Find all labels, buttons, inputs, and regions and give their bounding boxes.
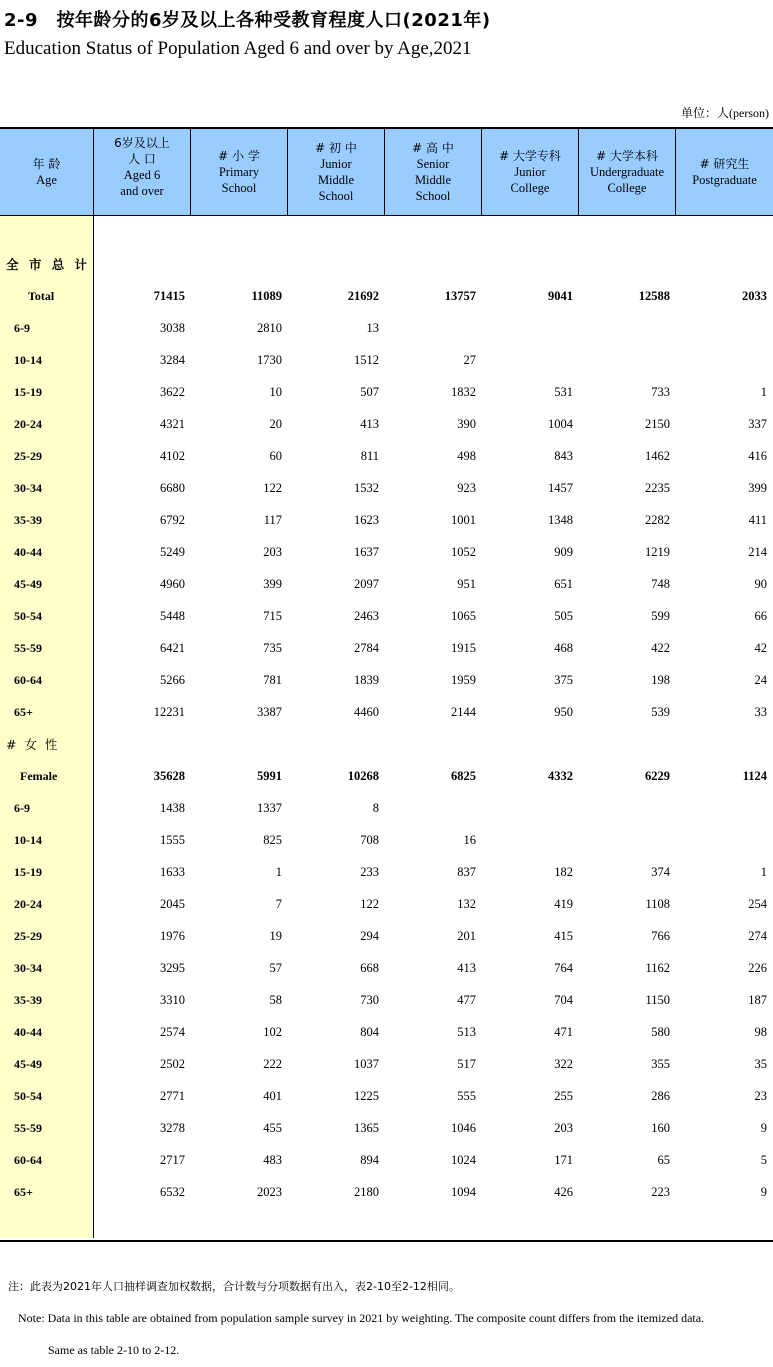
section-label-female: # 女 性 (6, 737, 60, 752)
header-undergraduate-zh: # 大学本科 (596, 149, 658, 163)
table-cell: 2574 (160, 1024, 185, 1039)
table-cell: 1633 (160, 864, 185, 879)
table-cell: 426 (554, 1184, 573, 1199)
table-cell: 6229 (645, 768, 670, 783)
table-cell: 374 (651, 864, 670, 879)
row-age-label: 50-54 (14, 608, 42, 623)
table-cell: 12588 (638, 288, 670, 303)
header-junior-middle-en3: School (318, 189, 354, 203)
table-cell: 1 (275, 864, 282, 879)
header-postgraduate-zh: # 研究生 (699, 157, 750, 171)
table-cell: 2033 (742, 288, 767, 303)
table-cell: 226 (748, 960, 767, 975)
header-junior-college-en: Junior (514, 165, 546, 179)
table-cell: 811 (360, 448, 379, 463)
table-cell: 455 (263, 1120, 282, 1135)
row-age-label: 55-59 (14, 1120, 42, 1135)
table-cell: 182 (554, 864, 573, 879)
table-cell: 201 (457, 928, 476, 943)
table-row (0, 632, 773, 664)
table-cell: 766 (651, 928, 670, 943)
table-cell: 187 (748, 992, 767, 1007)
table-row (0, 1080, 773, 1112)
table-cell: 422 (651, 640, 670, 655)
table-row (0, 1016, 773, 1048)
table-cell: 223 (651, 1184, 670, 1199)
table-cell: 12231 (153, 704, 185, 719)
table-cell: 539 (651, 704, 670, 719)
table-row (0, 376, 773, 408)
row-age-label: 10-14 (14, 832, 42, 847)
table-cell: 1001 (451, 512, 476, 527)
table-cell: 6532 (160, 1184, 185, 1199)
table-row (0, 568, 773, 600)
table-cell: 651 (554, 576, 573, 591)
table-cell: 1623 (354, 512, 379, 527)
header-age-en: Age (36, 173, 57, 187)
table-cell: 498 (457, 448, 476, 463)
table-cell: 2144 (451, 704, 476, 719)
table-cell: 748 (651, 576, 670, 591)
table-cell: 5448 (160, 608, 185, 623)
table-cell: 2784 (354, 640, 379, 655)
table-row (0, 984, 773, 1016)
table-row (0, 888, 773, 920)
row-age-label: 35-39 (14, 512, 42, 527)
table-cell: 9 (760, 1184, 767, 1199)
table-cell: 3622 (160, 384, 185, 399)
table-cell: 1532 (354, 480, 379, 495)
table-cell: 668 (360, 960, 379, 975)
table-cell: 198 (651, 672, 670, 687)
table-cell: 5 (760, 1152, 767, 1167)
table-cell: 222 (263, 1056, 282, 1071)
table-cell: 2502 (160, 1056, 185, 1071)
row-age-label: 25-29 (14, 928, 42, 943)
table-row (0, 504, 773, 536)
table-cell: 2235 (645, 480, 670, 495)
table-cell: 390 (457, 416, 476, 431)
table-cell: 6825 (451, 768, 476, 783)
table-cell: 555 (457, 1088, 476, 1103)
table-cell: 322 (554, 1056, 573, 1071)
table-cell: 1730 (257, 352, 282, 367)
table-cell: 90 (754, 576, 767, 591)
table-cell: 4960 (160, 576, 185, 591)
table-cell: 415 (554, 928, 573, 943)
header-undergraduate-en: Undergraduate (589, 165, 665, 179)
table-cell: 704 (554, 992, 573, 1007)
row-age-label: 6-9 (14, 320, 30, 335)
table-cell: 4460 (354, 704, 379, 719)
table-row (0, 664, 773, 696)
table-cell: 60 (269, 448, 282, 463)
table-cell: 735 (263, 640, 282, 655)
table-cell: 7 (275, 896, 282, 911)
table-header (0, 129, 773, 216)
table-cell: 355 (651, 1056, 670, 1071)
unit-label (681, 104, 769, 121)
table-cell: 5266 (160, 672, 185, 687)
table-cell: 9041 (548, 288, 573, 303)
table-cell: 1959 (451, 672, 476, 687)
table-cell: 951 (457, 576, 476, 591)
table-cell: 2097 (354, 576, 379, 591)
table-cell: 42 (754, 640, 767, 655)
header-junior-college-en2: College (510, 181, 550, 195)
table-cell: 33 (754, 704, 767, 719)
table-cell: 2045 (160, 896, 185, 911)
row-age-label: 45-49 (14, 576, 42, 591)
table-row (0, 344, 773, 376)
table-cell: 1162 (645, 960, 670, 975)
table-cell: 3387 (257, 704, 282, 719)
table-cell: 11089 (251, 288, 282, 303)
table-cell: 171 (554, 1152, 573, 1167)
table-cell: 5991 (257, 768, 282, 783)
header-junior-college-zh: # 大学专科 (499, 149, 561, 163)
data-table (0, 127, 773, 1242)
header-senior-middle-en2: Middle (414, 173, 452, 187)
table-cell: 6680 (160, 480, 185, 495)
unit-en: (person) (729, 106, 769, 120)
table-cell: 233 (360, 864, 379, 879)
table-cell: 122 (263, 480, 282, 495)
table-cell: 517 (457, 1056, 476, 1071)
table-cell: 58 (269, 992, 282, 1007)
row-age-label: 40-44 (14, 1024, 42, 1039)
header-junior-college (482, 129, 579, 215)
table-cell: 411 (748, 512, 767, 527)
table-cell: 531 (554, 384, 573, 399)
table-cell: 10268 (347, 768, 379, 783)
table-cell: 19 (269, 928, 282, 943)
table-cell: 24 (754, 672, 767, 687)
table-cell: 909 (554, 544, 573, 559)
table-cell: 1832 (451, 384, 476, 399)
table-cell: 102 (263, 1024, 282, 1039)
table-cell: 2150 (645, 416, 670, 431)
table-row (0, 312, 773, 344)
table-cell: 254 (748, 896, 767, 911)
row-age-label: 50-54 (14, 1088, 42, 1103)
table-row (0, 824, 773, 856)
table-cell: 71415 (153, 288, 185, 303)
section-label-total: 全 市 总 计 (6, 257, 91, 272)
table-cell: 286 (651, 1088, 670, 1103)
table-cell: 419 (554, 896, 573, 911)
table-cell: 894 (360, 1152, 379, 1167)
table-cell: 1512 (354, 352, 379, 367)
table-cell: 1150 (645, 992, 670, 1007)
table-cell: 132 (457, 896, 476, 911)
table-cell: 580 (651, 1024, 670, 1039)
table-cell: 57 (269, 960, 282, 975)
table-cell: 8 (372, 800, 379, 815)
table-cell: 16 (463, 832, 476, 847)
table-row (0, 696, 773, 728)
table-cell: 274 (748, 928, 767, 943)
header-aged6 (94, 129, 191, 215)
table-cell: 203 (263, 544, 282, 559)
table-row (0, 1048, 773, 1080)
header-primary-en: Primary (218, 165, 260, 179)
table-cell: 35 (754, 1056, 767, 1071)
row-age-label: 30-34 (14, 960, 42, 975)
table-cell: 1976 (160, 928, 185, 943)
table-cell: 4102 (160, 448, 185, 463)
table-cell: 730 (360, 992, 379, 1007)
header-junior-middle-zh: # 初 中 (315, 141, 357, 155)
table-cell: 513 (457, 1024, 476, 1039)
table-cell: 1 (760, 384, 767, 399)
table-cell: 2463 (354, 608, 379, 623)
header-primary-zh: # 小 学 (218, 149, 260, 163)
row-age-label: 60-64 (14, 672, 42, 687)
table-row (0, 952, 773, 984)
row-age-label: 30-34 (14, 480, 42, 495)
row-age-label: 20-24 (14, 896, 42, 911)
table-row (0, 760, 773, 792)
table-cell: 3310 (160, 992, 185, 1007)
header-aged6-en2: and over (120, 184, 164, 198)
row-age-label: 6-9 (14, 800, 30, 815)
table-cell: 4332 (548, 768, 573, 783)
table-cell: 1004 (548, 416, 573, 431)
table-row (0, 856, 773, 888)
table-cell: 13757 (444, 288, 476, 303)
row-age-label: 40-44 (14, 544, 42, 559)
table-cell: 2180 (354, 1184, 379, 1199)
header-age-zh: 年 龄 (32, 157, 61, 171)
table-cell: 416 (748, 448, 767, 463)
table-cell: 203 (554, 1120, 573, 1135)
table-row (0, 1176, 773, 1208)
table-row (0, 1112, 773, 1144)
table-cell: 122 (360, 896, 379, 911)
table-cell: 2717 (160, 1152, 185, 1167)
table-row (0, 600, 773, 632)
table-cell: 1839 (354, 672, 379, 687)
table-cell: 471 (554, 1024, 573, 1039)
table-cell: 1225 (354, 1088, 379, 1103)
table-cell: 6421 (160, 640, 185, 655)
table-cell: 401 (263, 1088, 282, 1103)
table-cell: 1555 (160, 832, 185, 847)
table-cell: 1124 (742, 768, 767, 783)
page-title-zh: 2-9 按年龄分的6岁及以上各种受教育程度人口(2021年) (4, 10, 491, 31)
table-row (0, 536, 773, 568)
table-cell: 733 (651, 384, 670, 399)
table-cell: 1348 (548, 512, 573, 527)
table-cell: 1046 (451, 1120, 476, 1135)
header-postgraduate (676, 129, 773, 215)
note-en-line2: Same as table 2-10 to 2-12. (48, 1343, 180, 1357)
table-cell: 804 (360, 1024, 379, 1039)
table-cell: 505 (554, 608, 573, 623)
table-cell: 1915 (451, 640, 476, 655)
table-cell: 98 (754, 1024, 767, 1039)
row-age-label: Female (20, 768, 58, 783)
row-age-label: 15-19 (14, 384, 42, 399)
table-cell: 843 (554, 448, 573, 463)
table-cell: 1037 (354, 1056, 379, 1071)
table-cell: 1094 (451, 1184, 476, 1199)
note-en-line1: Note: Data in this table are obtained from population sample survey in 2021 by weighting. The composite count differs from the itemized data. (18, 1311, 705, 1325)
header-undergraduate (579, 129, 676, 215)
table-cell: 65 (657, 1152, 670, 1167)
table-cell: 477 (457, 992, 476, 1007)
table-cell: 708 (360, 832, 379, 847)
table-cell: 413 (360, 416, 379, 431)
table-cell: 13 (366, 320, 379, 335)
table-cell: 483 (263, 1152, 282, 1167)
table-cell: 10 (269, 384, 282, 399)
header-junior-middle-en: Junior (320, 157, 352, 171)
header-junior-middle (288, 129, 385, 215)
header-age (0, 129, 94, 215)
note-zh: 注：此表为2021年人口抽样调查加权数据，合计数与分项数据有出入，表2-10至2-12相同。 (8, 1280, 460, 1293)
table-cell: 337 (748, 416, 767, 431)
table-row (0, 792, 773, 824)
table-cell: 2023 (257, 1184, 282, 1199)
table-cell: 1024 (451, 1152, 476, 1167)
table-cell: 399 (263, 576, 282, 591)
table-cell: 1052 (451, 544, 476, 559)
table-cell: 160 (651, 1120, 670, 1135)
table-cell: 837 (457, 864, 476, 879)
header-aged6-zh: 6岁及以上 (114, 136, 170, 150)
row-age-label: 65+ (14, 1184, 33, 1199)
table-cell: 21692 (347, 288, 379, 303)
unit-zh: 单位：人 (681, 106, 730, 120)
table-cell: 6792 (160, 512, 185, 527)
row-age-label: 15-19 (14, 864, 42, 879)
table-cell: 1108 (645, 896, 670, 911)
row-age-label: 65+ (14, 704, 33, 719)
table-row (0, 408, 773, 440)
table-cell: 3284 (160, 352, 185, 367)
table-cell: 23 (754, 1088, 767, 1103)
table-cell: 1365 (354, 1120, 379, 1135)
table-cell: 2771 (160, 1088, 185, 1103)
table-cell: 35628 (153, 768, 185, 783)
table-cell: 1337 (257, 800, 282, 815)
table-cell: 1219 (645, 544, 670, 559)
table-cell: 9 (760, 1120, 767, 1135)
table-cell: 507 (360, 384, 379, 399)
table-cell: 715 (263, 608, 282, 623)
page-title-en: Education Status of Population Aged 6 and over by Age,2021 (4, 38, 472, 59)
table-cell: 3038 (160, 320, 185, 335)
table-cell: 214 (748, 544, 767, 559)
table-cell: 117 (263, 512, 282, 527)
table-row (0, 1144, 773, 1176)
header-senior-middle-en3: School (415, 189, 451, 203)
header-undergraduate-en2: College (607, 181, 647, 195)
table-cell: 950 (554, 704, 573, 719)
row-age-label: 55-59 (14, 640, 42, 655)
table-cell: 1637 (354, 544, 379, 559)
table-row (0, 472, 773, 504)
header-primary (191, 129, 288, 215)
table-cell: 399 (748, 480, 767, 495)
table-cell: 468 (554, 640, 573, 655)
row-age-label: 35-39 (14, 992, 42, 1007)
header-senior-middle-zh: # 高 中 (412, 141, 454, 155)
header-aged6-en: Aged 6 (123, 168, 161, 182)
header-primary-en2: School (221, 181, 257, 195)
header-senior-middle-en: Senior (416, 157, 450, 171)
table-cell: 20 (269, 416, 282, 431)
table-cell: 2282 (645, 512, 670, 527)
header-senior-middle (385, 129, 482, 215)
row-age-label: Total (28, 288, 55, 303)
table-cell: 923 (457, 480, 476, 495)
row-age-label: 10-14 (14, 352, 42, 367)
header-aged6-zh2: 人 口 (128, 152, 156, 166)
table-cell: 1457 (548, 480, 573, 495)
table-cell: 27 (463, 352, 476, 367)
table-cell: 66 (754, 608, 767, 623)
row-age-label: 20-24 (14, 416, 42, 431)
table-cell: 1438 (160, 800, 185, 815)
table-cell: 375 (554, 672, 573, 687)
table-cell: 2810 (257, 320, 282, 335)
table-cell: 413 (457, 960, 476, 975)
header-junior-middle-en2: Middle (317, 173, 355, 187)
table-cell: 599 (651, 608, 670, 623)
table-cell: 4321 (160, 416, 185, 431)
table-cell: 764 (554, 960, 573, 975)
table-cell: 5249 (160, 544, 185, 559)
table-cell: 255 (554, 1088, 573, 1103)
row-age-label: 60-64 (14, 1152, 42, 1167)
table-cell: 825 (263, 832, 282, 847)
row-age-label: 25-29 (14, 448, 42, 463)
table-row (0, 280, 773, 312)
table-row (0, 920, 773, 952)
table-cell: 294 (360, 928, 379, 943)
table-cell: 1065 (451, 608, 476, 623)
table-cell: 781 (263, 672, 282, 687)
table-row (0, 440, 773, 472)
table-cell: 1 (760, 864, 767, 879)
row-age-label: 45-49 (14, 1056, 42, 1071)
table-cell: 1462 (645, 448, 670, 463)
header-postgraduate-en: Postgraduate (692, 173, 757, 187)
table-cell: 3295 (160, 960, 185, 975)
table-cell: 3278 (160, 1120, 185, 1135)
